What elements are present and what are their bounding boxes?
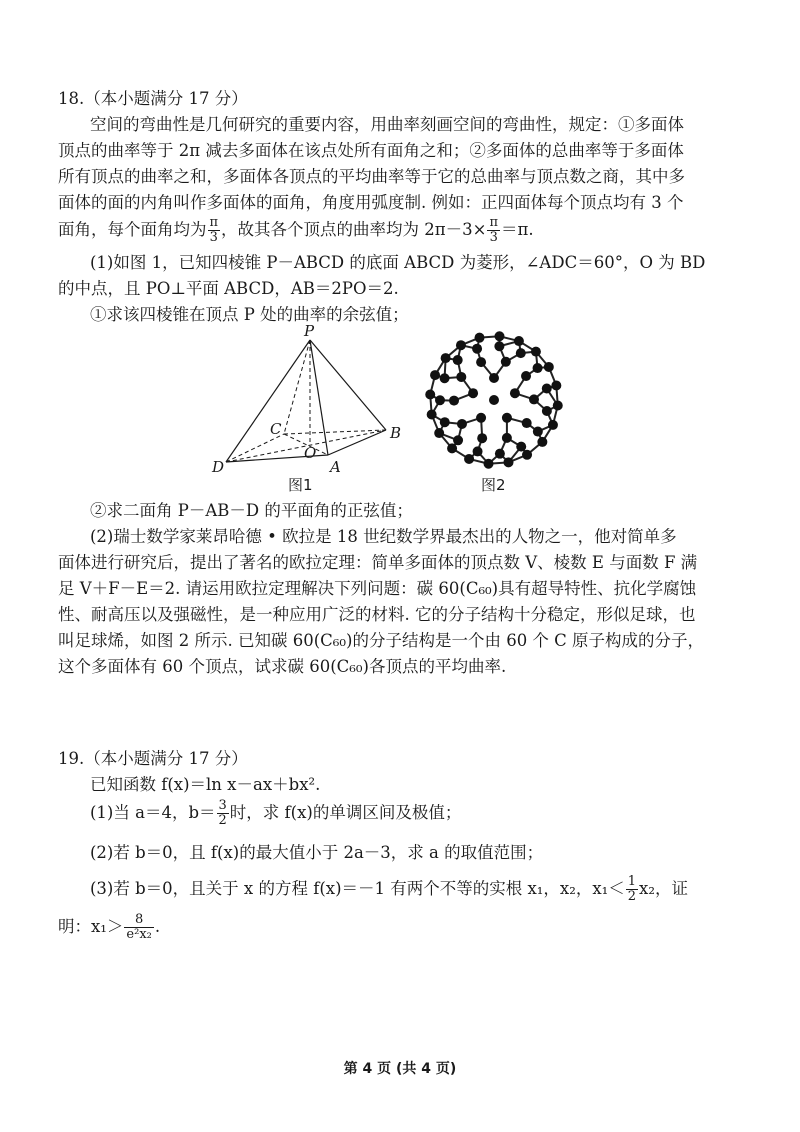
c60-atom [537,437,547,447]
q18-part1-line-1: (1)如图 1，已知四棱锥 P－ABCD 的底面 ABCD 为菱形，∠ADC＝60°，O 为 BD [90,253,706,272]
c60-atom [514,336,524,346]
q19-part3-text-d: . [154,917,161,936]
q19-part3-line-2 [58,912,748,942]
q19-part3-text-b: x₂，证 [639,879,688,898]
q18-intro-line-4: 面体的面的内角叫作多面体的面角，角度用弧度制. 例如：正四面体每个顶点均有 3 个 [58,193,684,212]
c60-atom [453,355,463,365]
q19-part3-text-a: (3)若 b＝0，且关于 x 的方程 f(x)＝－1 有两个不等的实根 x₁，x₂，x₁＜ [90,879,625,898]
c60-atom [516,348,526,358]
c60-atom [544,362,554,372]
q18-part2-line-6: 这个多面体有 60 个顶点，试求碳 60(C₆₀)各顶点的平均曲率. [58,657,507,676]
c60-atom [551,381,561,391]
fraction-denominator: 3 [209,230,218,245]
c60-atom [453,435,463,445]
q18-header: 18.（本小题满分 17 分） [58,89,248,108]
c60-atom [472,344,482,354]
q18-intro-line-3: 所有顶点的曲率之和，多面体各顶点的平均曲率等于它的总曲率与顶点数之商，其中多 [58,167,685,186]
c60-atom [542,384,552,394]
c60-atom [494,331,504,341]
c60-atom [476,357,486,367]
fraction-denominator: e²x₂ [126,927,152,942]
c60-atom [502,433,512,443]
fraction-denominator: 2 [627,889,637,904]
c60-atom [468,388,478,398]
q19-header: 19.（本小题满分 17 分） [58,749,248,768]
c60-atom [435,395,445,405]
q19-part1-text-b: 时，求 f(x)的单调区间及极值； [229,803,462,822]
edge-PC-hidden [284,340,310,434]
q18-intro-line-5 [58,215,748,245]
fraction-numerator: π [209,215,219,230]
edge-PD [226,340,310,462]
q18-intro-text-c: ＝π. [501,220,534,239]
c60-atom [476,413,486,423]
page-footer: 第 4 页 (共 4 页) [343,1061,457,1077]
q18-part2-line-4: 性、耐高压以及强磁性，是一种应用广泛的材料. 它的分子结构十分稳定，形似足球，也 [58,605,696,624]
c60-atom [456,340,466,350]
q18-part2-line-5: 叫足球烯，如图 2 所示. 已知碳 60(C₆₀)的分子结构是一个由 60 个 C 原子构成的分子， [58,631,705,650]
q19-given: 已知函数 f(x)＝ln x－ax＋bx². [90,775,321,794]
fraction-pi-over-3 [208,216,221,245]
edge-DC-hidden [226,434,284,462]
c60-atom [440,373,450,383]
c60-atom [529,394,539,404]
fraction-numerator: 1 [627,874,637,889]
c60-atom [475,333,485,343]
q19-part1-text-a: (1)当 a＝4，b＝ [90,803,216,822]
q19-part3-line-1 [90,874,748,904]
c60-atom [503,457,513,467]
c60-atom [449,396,459,406]
vertex-label-O: O [304,444,317,462]
fraction-denominator: 2 [218,813,227,828]
figure-1-caption: 图1 [288,476,313,494]
c60-atom [522,418,532,428]
fraction-8-over-e2x2 [124,913,153,942]
c60-atom [495,449,505,459]
q18-part2-line-3: 足 V＋F－E＝2. 请运用欧拉定理解决下列问题：碳 60(C₆₀)具有超导特性、抗化学腐蚀 [58,579,697,598]
c60-atom [533,427,543,437]
q18-intro-line-2: 顶点的曲率等于 2π 减去多面体在该点处所有面角之和；②多面体的总曲率等于多面体 [58,141,684,160]
fraction-numerator: 3 [218,798,227,813]
c60-atom [494,341,504,351]
c60-atom [522,450,532,460]
c60-atom [502,413,512,423]
vertex-label-C: C [270,420,282,438]
c60-atom [531,347,541,357]
q18-part2-line-1: (2)瑞士数学家莱昂哈德 • 欧拉是 18 世纪数学界最杰出的人物之一，他对简单多 [90,527,677,546]
figure-2-caption: 图2 [481,476,506,494]
c60-atom [548,420,558,430]
q19-part2: (2)若 b＝0，且 f(x)的最大值小于 2a－3，求 a 的取值范围； [90,843,544,862]
fraction-3-over-2 [217,799,229,828]
c60-atom [533,363,543,373]
fraction-pi-over-3 [487,216,500,245]
c60-atom [440,417,450,427]
c60-atom [447,443,457,453]
c60-atom [489,395,499,405]
q18-part1-question-2: ②求二面角 P－AB－D 的平面角的正弦值； [90,501,413,520]
c60-atom [489,373,499,383]
c60-atom [521,371,531,381]
vertex-label-A: A [330,458,341,476]
fraction-1-over-2 [626,875,638,904]
q19-part3-text-c: 明：x₁＞ [58,917,124,936]
c60-atom [427,409,437,419]
q18-intro-line-1: 空间的弯曲性是几何研究的重要内容，用曲率刻画空间的弯曲性，规定：①多面体 [90,115,684,134]
c60-atom [430,370,440,380]
q18-part1-question-1: ①求该四棱锥在顶点 P 处的曲率的余弦值； [90,305,409,324]
q18-intro-text-a: 面角，每个面角均为 [58,220,207,239]
c60-atom [516,442,526,452]
vertex-label-D: D [212,458,225,476]
fraction-denominator: 3 [489,230,498,245]
q19-part1 [90,798,748,828]
figure-1-pyramid [200,322,420,482]
q18-part1-line-2: 的中点，且 PO⊥平面 ABCD，AB＝2PO＝2. [58,279,399,298]
c60-atom [464,454,474,464]
fraction-numerator: π [489,215,499,230]
figure-2-c60-molecule [422,328,566,472]
edge-AB [328,430,386,455]
c60-atom [553,400,563,410]
c60-atom [425,390,435,400]
c60-atom [434,428,444,438]
c60-atom [473,446,483,456]
c60-atom [484,459,494,469]
c60-atom [477,433,487,443]
c60-atom [456,372,466,382]
vertex-label-P: P [304,322,315,340]
c60-atom [501,357,511,367]
q18-part2-line-2: 面体进行研究后，提出了著名的欧拉定理：简单多面体的顶点数 V、棱数 E 与面数 F 满 [58,553,698,572]
vertex-label-B: B [390,424,402,442]
c60-atom [510,388,520,398]
fraction-numerator: 8 [124,913,153,928]
c60-atom [457,419,467,429]
q18-intro-text-b: ，故其各个顶点的曲率均为 2π－3× [221,220,487,239]
c60-atom [542,406,552,416]
c60-atom [441,353,451,363]
